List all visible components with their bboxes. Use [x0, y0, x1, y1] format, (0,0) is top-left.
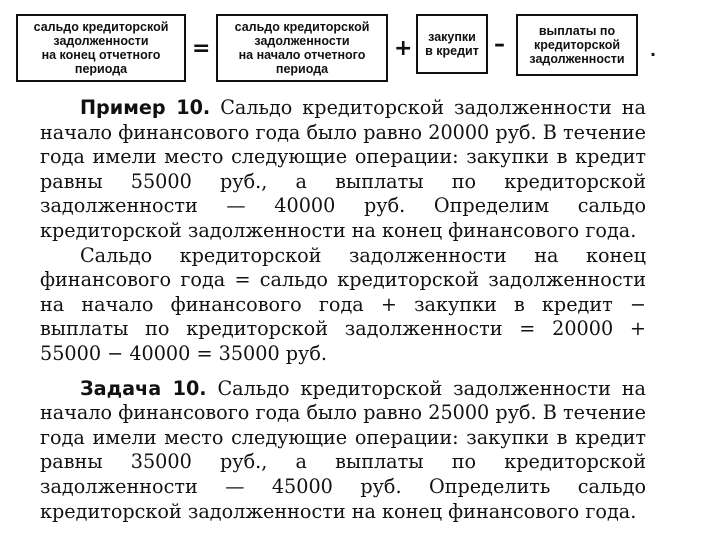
example-paragraph [40, 96, 646, 244]
formula-box-credit-purchases [416, 14, 488, 74]
formula-plus-sign: + [394, 36, 413, 61]
formula-box-line: закупки [428, 30, 476, 44]
formula-box-line: сальдо кредиторской [33, 20, 169, 34]
formula-box-payments [516, 14, 638, 76]
formula-end-period: . [650, 41, 657, 60]
formula-equals-sign: = [192, 36, 211, 61]
formula-box-line: задолженности [53, 34, 149, 48]
example-solution-paragraph: Сальдо кредиторской задолженности на конец финансового года = сальдо кредиторской задолженности на начало финансового года + закупки в кредит − выплаты по кредиторской задолженности = 20000 + 55000 − 40000 = 35000 руб. [40, 243, 646, 365]
task-paragraph [40, 377, 646, 525]
formula-box-line: сальдо кредиторской [234, 20, 370, 34]
formula-box-line: периода [74, 62, 128, 76]
formula-minus-sign: – [494, 32, 505, 57]
formula-box-line: в кредит [425, 44, 479, 58]
formula-box-line: периода [275, 62, 329, 76]
task-text: Сальдо кредиторской задолженности на начало финансового года было равно 25000 руб. В течение года имели место следующие операции: закупки в кредит равны 35000 руб., а выплаты по кредиторской задолженности — 45000 руб. Определить сальдо кредиторской задолженности на конец финансового года. [40, 376, 646, 523]
formula-box-line: задолженности [254, 34, 350, 48]
formula-box-line: задолженности [529, 52, 625, 66]
task-label: Задача 10. [80, 376, 207, 400]
formula-box-line: кредиторской [533, 38, 621, 52]
formula-box-line: на начало отчетного [238, 48, 366, 62]
formula-box-line: выплаты по [538, 24, 616, 38]
formula-diagram [0, 0, 720, 96]
example-text: Сальдо кредиторской задолженности на начало финансового года было равно 20000 руб. В течение года имели место следующие операции: закупки в кредит равны 55000 руб., а выплаты по кредиторской задолженности — 40000 руб. Определим сальдо кредиторской задолженности на конец финансового года. [40, 96, 646, 242]
example-label: Пример 10. [80, 96, 211, 119]
formula-box-line: на конец отчетного [41, 48, 161, 62]
body-text [40, 96, 646, 524]
formula-box-opening-balance [216, 14, 388, 82]
formula-box-closing-balance [16, 14, 186, 82]
